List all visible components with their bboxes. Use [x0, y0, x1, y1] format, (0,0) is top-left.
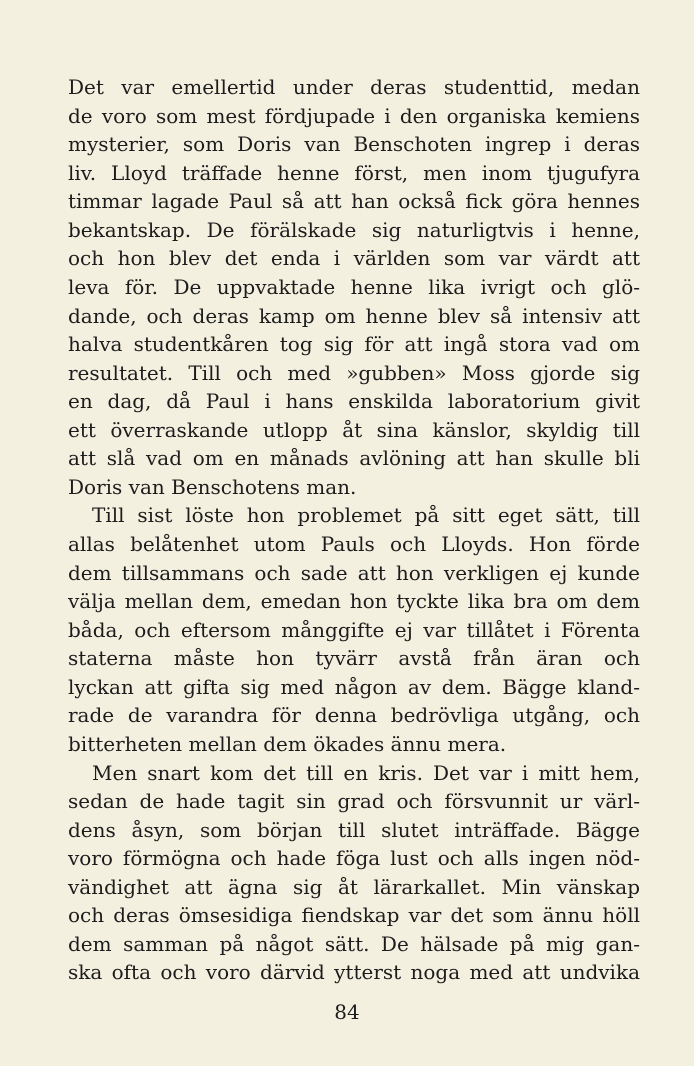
text-line: timmar lagade Paul så att han också fick göra hennes [68, 189, 640, 214]
text-line: allas belåtenhet utom Pauls och Lloyds. Hon förde [68, 532, 640, 556]
text-line: dande, och deras kamp om henne blev så intensiv att [68, 303, 640, 328]
text-line: resultatet. Till och med »gubben» Moss gjorde sig [68, 360, 640, 385]
text-line: halva studentkåren tog sig för att ingå stora vad om [68, 332, 640, 357]
text-line: och deras ömsesidiga fiendskap var det som ännu höll [68, 903, 640, 928]
text-line: de voro som mest fördjupade i den organiska kemiens [68, 103, 640, 128]
text-line: staterna måste hon tyvärr avstå från äran och [68, 646, 640, 671]
text-line: lyckan att gifta sig med någon av dem. Bägge kland- [68, 674, 640, 699]
text-line: bitterheten mellan dem ökades ännu mera. [68, 731, 507, 756]
text-line: vändighet att ägna sig åt lärarkallet. Min vänskap [68, 874, 640, 899]
text-line: dem tillsammans och sade att hon verkligen ej kunde [68, 560, 640, 585]
text-line: sedan de hade tagit sin grad och försvunnit ur värl- [68, 789, 640, 814]
text-line: voro förmögna och hade föga lust och alls ingen nöd- [68, 846, 640, 871]
text-line: mysterier, som Doris van Benschoten ingrep i deras [68, 132, 640, 157]
text-line: ett överraskande utlopp åt sina känslor, skyldig till [68, 417, 640, 442]
body-text [68, 73, 640, 987]
text-line: dem samman på något sätt. De hälsade på mig gan- [68, 931, 640, 956]
text-line: båda, och eftersom månggifte ej var tillåtet i Förenta [68, 617, 640, 642]
text-line: Men snart kom det till en kris. Det var i mitt hem, [92, 760, 640, 785]
page-number: 84 [334, 1000, 360, 1024]
text-line: dens åsyn, som början till slutet inträffade. Bägge [68, 817, 640, 842]
text-line: leva för. De uppvaktade henne lika ivrigt och glö- [68, 274, 640, 299]
text-line: Doris van Benschotens man. [68, 474, 357, 499]
text-line: att slå vad om en månads avlöning att han skulle bli [68, 446, 640, 471]
text-line: Till sist löste hon problemet på sitt eget sätt, till [92, 503, 640, 528]
text-line: liv. Lloyd träffade henne först, men inom tjugufyra [68, 160, 640, 185]
text-line: ska ofta och voro därvid ytterst noga med att undvika [68, 960, 640, 985]
text-line: välja mellan dem, emedan hon tyckte lika bra om dem [68, 589, 640, 614]
text-line: rade de varandra för denna bedrövliga utgång, och [68, 703, 640, 728]
text-line: en dag, då Paul i hans enskilda laboratorium givit [68, 389, 640, 414]
text-line: och hon blev det enda i världen som var värdt att [68, 246, 640, 271]
text-line: bekantskap. De förälskade sig naturligtvis i henne, [68, 217, 640, 242]
text-line: Det var emellertid under deras studenttid, medan [68, 75, 640, 99]
